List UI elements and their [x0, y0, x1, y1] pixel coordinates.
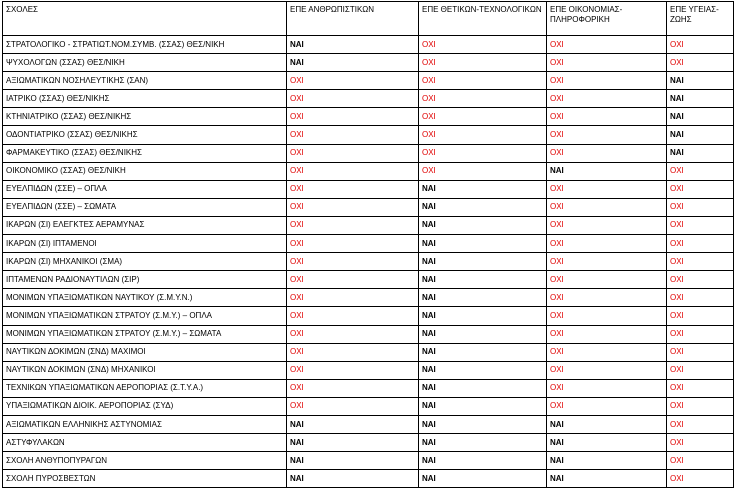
school-name-cell: ΚΤΗΝΙΑΤΡΙΚΟ (ΣΣΑΣ) ΘΕΣ/ΝΙΚΗΣ — [3, 108, 287, 126]
school-name-cell: ΨΥΧΟΛΟΓΩΝ (ΣΣΑΣ) ΘΕΣ/ΝΙΚΗ — [3, 54, 287, 72]
eligibility-cell: ΟΧΙ — [419, 54, 547, 72]
table-row — [3, 434, 734, 452]
eligibility-cell: ΟΧΙ — [667, 415, 734, 433]
eligibility-cell: ΟΧΙ — [287, 361, 419, 379]
school-name-cell: ΙΑΤΡΙΚΟ (ΣΣΑΣ) ΘΕΣ/ΝΙΚΗΣ — [3, 90, 287, 108]
eligibility-cell: ΟΧΙ — [547, 271, 667, 289]
eligibility-cell: ΝΑΙ — [287, 452, 419, 470]
header-schools: ΣΧΟΛΕΣ — [3, 2, 287, 36]
eligibility-cell: ΟΧΙ — [667, 54, 734, 72]
eligibility-cell: ΟΧΙ — [419, 36, 547, 54]
school-name-cell: ΝΑΥΤΙΚΩΝ ΔΟΚΙΜΩΝ (ΣΝΔ) ΜΑΧΙΜΟΙ — [3, 343, 287, 361]
eligibility-cell: ΟΧΙ — [287, 162, 419, 180]
eligibility-cell: ΝΑΙ — [419, 198, 547, 216]
eligibility-cell: ΟΧΙ — [547, 54, 667, 72]
school-name-cell: ΜΟΝΙΜΩΝ ΥΠΑΞΙΩΜΑΤΙΚΩΝ ΣΤΡΑΤΟΥ (Σ.Μ.Υ.) – ΣΩΜΑΤΑ — [3, 325, 287, 343]
school-name-cell: ΑΣΤΥΦΥΛΑΚΩΝ — [3, 434, 287, 452]
eligibility-cell: ΟΧΙ — [667, 343, 734, 361]
school-name-cell: ΜΟΝΙΜΩΝ ΥΠΑΞΙΩΜΑΤΙΚΩΝ ΣΤΡΑΤΟΥ (Σ.Μ.Υ.) – ΟΠΛΑ — [3, 307, 287, 325]
eligibility-cell: ΟΧΙ — [547, 72, 667, 90]
eligibility-cell: ΝΑΙ — [547, 470, 667, 488]
eligibility-cell: ΟΧΙ — [667, 379, 734, 397]
eligibility-cell: ΟΧΙ — [287, 144, 419, 162]
table-row — [3, 36, 734, 54]
eligibility-cell: ΟΧΙ — [287, 307, 419, 325]
eligibility-cell: ΟΧΙ — [547, 216, 667, 234]
table-row — [3, 198, 734, 216]
school-name-cell: ΣΧΟΛΗ ΠΥΡΟΣΒΕΣΤΩΝ — [3, 470, 287, 488]
school-name-cell: ΕΥΕΛΠΙΔΩΝ (ΣΣΕ) – ΟΠΛΑ — [3, 180, 287, 198]
eligibility-cell: ΟΧΙ — [667, 289, 734, 307]
table-row — [3, 235, 734, 253]
eligibility-cell: ΝΑΙ — [419, 470, 547, 488]
table-row — [3, 397, 734, 415]
eligibility-cell: ΝΑΙ — [419, 325, 547, 343]
table-row — [3, 379, 734, 397]
eligibility-cell: ΟΧΙ — [287, 379, 419, 397]
eligibility-cell: ΝΑΙ — [547, 415, 667, 433]
eligibility-cell: ΟΧΙ — [287, 198, 419, 216]
school-name-cell: ΤΕΧΝΙΚΩΝ ΥΠΑΞΙΩΜΑΤΙΚΩΝ ΑΕΡΟΠΟΡΙΑΣ (Σ.Τ.Υ.Α.) — [3, 379, 287, 397]
eligibility-cell: ΝΑΙ — [667, 90, 734, 108]
eligibility-cell: ΝΑΙ — [419, 180, 547, 198]
table-row — [3, 216, 734, 234]
eligibility-cell: ΝΑΙ — [667, 72, 734, 90]
table-row — [3, 343, 734, 361]
eligibility-cell: ΝΑΙ — [419, 379, 547, 397]
header-row — [3, 2, 734, 36]
table-row — [3, 361, 734, 379]
eligibility-cell: ΝΑΙ — [419, 343, 547, 361]
eligibility-cell: ΝΑΙ — [547, 452, 667, 470]
header-economics-informatics: ΕΠΕ ΟΙΚΟΝΟΜΙΑΣ-ΠΛΗΡΟΦΟΡΙΚΗ — [547, 2, 667, 36]
eligibility-cell: ΟΧΙ — [419, 162, 547, 180]
eligibility-cell: ΝΑΙ — [419, 235, 547, 253]
table-row — [3, 253, 734, 271]
eligibility-cell: ΟΧΙ — [287, 90, 419, 108]
school-name-cell: ΙΚΑΡΩΝ (ΣΙ) ΙΠΤΑΜΕΝΟΙ — [3, 235, 287, 253]
eligibility-cell: ΝΑΙ — [419, 289, 547, 307]
school-name-cell: ΙΚΑΡΩΝ (ΣΙ) ΜΗΧΑΝΙΚΟΙ (ΣΜΑ) — [3, 253, 287, 271]
eligibility-cell: ΝΑΙ — [547, 434, 667, 452]
eligibility-cell: ΟΧΙ — [667, 253, 734, 271]
eligibility-cell: ΟΧΙ — [667, 307, 734, 325]
eligibility-cell: ΟΧΙ — [287, 289, 419, 307]
table-row — [3, 72, 734, 90]
eligibility-cell: ΟΧΙ — [667, 325, 734, 343]
eligibility-cell: ΟΧΙ — [419, 90, 547, 108]
school-name-cell: ΙΚΑΡΩΝ (ΣΙ) ΕΛΕΓΚΤΕΣ ΑΕΡΑΜΥΝΑΣ — [3, 216, 287, 234]
eligibility-cell: ΟΧΙ — [547, 180, 667, 198]
school-name-cell: ΑΞΙΩΜΑΤΙΚΩΝ ΝΟΣΗΛΕΥΤΙΚΗΣ (ΣΑΝ) — [3, 72, 287, 90]
eligibility-cell: ΟΧΙ — [287, 343, 419, 361]
school-name-cell: ΣΧΟΛΗ ΑΝΘΥΠΟΠΥΡΑΓΩΝ — [3, 452, 287, 470]
eligibility-cell: ΟΧΙ — [667, 271, 734, 289]
eligibility-cell: ΟΧΙ — [287, 325, 419, 343]
school-name-cell: ΟΙΚΟΝΟΜΙΚΟ (ΣΣΑΣ) ΘΕΣ/ΝΙΚΗ — [3, 162, 287, 180]
eligibility-cell: ΟΧΙ — [547, 397, 667, 415]
eligibility-cell: ΟΧΙ — [547, 235, 667, 253]
eligibility-cell: ΟΧΙ — [547, 108, 667, 126]
school-name-cell: ΜΟΝΙΜΩΝ ΥΠΑΞΙΩΜΑΤΙΚΩΝ ΝΑΥΤΙΚΟΥ (Σ.Μ.Υ.Ν.) — [3, 289, 287, 307]
table-body — [3, 36, 734, 488]
eligibility-cell: ΟΧΙ — [287, 216, 419, 234]
school-name-cell: ΙΠΤΑΜΕΝΩΝ ΡΑΔΙΟΝΑΥΤΙΛΩΝ (ΣΙΡ) — [3, 271, 287, 289]
eligibility-cell: ΟΧΙ — [667, 36, 734, 54]
eligibility-cell: ΟΧΙ — [547, 361, 667, 379]
eligibility-cell: ΟΧΙ — [667, 397, 734, 415]
eligibility-cell: ΝΑΙ — [419, 452, 547, 470]
eligibility-cell: ΟΧΙ — [547, 198, 667, 216]
eligibility-cell: ΝΑΙ — [287, 54, 419, 72]
header-humanities: ΕΠΕ ΑΝΘΡΩΠΙΣΤΙΚΩΝ — [287, 2, 419, 36]
school-name-cell: ΦΑΡΜΑΚΕΥΤΙΚΟ (ΣΣΑΣ) ΘΕΣ/ΝΙΚΗΣ — [3, 144, 287, 162]
school-name-cell: ΑΞΙΩΜΑΤΙΚΩΝ ΕΛΛΗΝΙΚΗΣ ΑΣΤΥΝΟΜΙΑΣ — [3, 415, 287, 433]
eligibility-cell: ΟΧΙ — [287, 180, 419, 198]
eligibility-cell: ΟΧΙ — [419, 144, 547, 162]
table-row — [3, 307, 734, 325]
school-name-cell: ΣΤΡΑΤΟΛΟΓΙΚΟ - ΣΤΡΑΤΙΩΤ.ΝΟΜ.ΣΥΜΒ. (ΣΣΑΣ) ΘΕΣ/ΝΙΚΗ — [3, 36, 287, 54]
eligibility-cell: ΝΑΙ — [419, 434, 547, 452]
eligibility-cell: ΟΧΙ — [547, 144, 667, 162]
eligibility-cell: ΟΧΙ — [667, 216, 734, 234]
eligibility-cell: ΟΧΙ — [287, 271, 419, 289]
school-name-cell: ΥΠΑΞΙΩΜΑΤΙΚΩΝ ΔΙΟΙΚ. ΑΕΡΟΠΟΡΙΑΣ (ΣΥΔ) — [3, 397, 287, 415]
table-row — [3, 180, 734, 198]
eligibility-cell: ΟΧΙ — [667, 198, 734, 216]
eligibility-cell: ΝΑΙ — [287, 434, 419, 452]
school-name-cell: ΕΥΕΛΠΙΔΩΝ (ΣΣΕ) – ΣΩΜΑΤΑ — [3, 198, 287, 216]
eligibility-cell: ΟΧΙ — [547, 289, 667, 307]
school-name-cell: ΟΔΟΝΤΙΑΤΡΙΚΟ (ΣΣΑΣ) ΘΕΣ/ΝΙΚΗΣ — [3, 126, 287, 144]
eligibility-cell: ΟΧΙ — [547, 90, 667, 108]
eligibility-cell: ΝΑΙ — [287, 36, 419, 54]
table-row — [3, 470, 734, 488]
table-row — [3, 325, 734, 343]
eligibility-cell: ΟΧΙ — [287, 235, 419, 253]
table-row — [3, 90, 734, 108]
table-row — [3, 289, 734, 307]
eligibility-cell: ΟΧΙ — [547, 36, 667, 54]
eligibility-cell: ΝΑΙ — [287, 415, 419, 433]
eligibility-cell: ΝΑΙ — [419, 307, 547, 325]
table-row — [3, 126, 734, 144]
eligibility-cell: ΟΧΙ — [287, 253, 419, 271]
eligibility-cell: ΟΧΙ — [667, 452, 734, 470]
header-health-life: ΕΠΕ ΥΓΕΙΑΣ-ΖΩΗΣ — [667, 2, 734, 36]
table-row — [3, 162, 734, 180]
table-row — [3, 108, 734, 126]
eligibility-cell: ΝΑΙ — [419, 397, 547, 415]
eligibility-cell: ΝΑΙ — [419, 361, 547, 379]
table-row — [3, 144, 734, 162]
eligibility-cell: ΟΧΙ — [547, 253, 667, 271]
eligibility-cell: ΟΧΙ — [667, 361, 734, 379]
eligibility-cell: ΝΑΙ — [419, 216, 547, 234]
eligibility-cell: ΝΑΙ — [667, 126, 734, 144]
eligibility-cell: ΝΑΙ — [419, 253, 547, 271]
eligibility-cell: ΝΑΙ — [667, 144, 734, 162]
eligibility-cell: ΟΧΙ — [547, 379, 667, 397]
school-name-cell: ΝΑΥΤΙΚΩΝ ΔΟΚΙΜΩΝ (ΣΝΔ) ΜΗΧΑΝΙΚΟΙ — [3, 361, 287, 379]
eligibility-cell: ΟΧΙ — [667, 180, 734, 198]
eligibility-cell: ΟΧΙ — [667, 235, 734, 253]
eligibility-cell: ΝΑΙ — [419, 271, 547, 289]
table-row — [3, 54, 734, 72]
eligibility-cell: ΟΧΙ — [547, 126, 667, 144]
eligibility-cell: ΟΧΙ — [419, 126, 547, 144]
eligibility-cell: ΝΑΙ — [667, 108, 734, 126]
schools-table — [2, 1, 734, 488]
eligibility-cell: ΟΧΙ — [287, 108, 419, 126]
eligibility-cell: ΟΧΙ — [547, 307, 667, 325]
eligibility-cell: ΟΧΙ — [419, 72, 547, 90]
eligibility-cell: ΟΧΙ — [547, 343, 667, 361]
eligibility-cell: ΝΑΙ — [547, 162, 667, 180]
eligibility-cell: ΟΧΙ — [667, 470, 734, 488]
table-row — [3, 415, 734, 433]
eligibility-cell: ΟΧΙ — [287, 126, 419, 144]
eligibility-cell: ΟΧΙ — [667, 162, 734, 180]
header-sciences-technology: ΕΠΕ ΘΕΤΙΚΩΝ-ΤΕΧΝΟΛΟΓΙΚΩΝ — [419, 2, 547, 36]
eligibility-cell: ΟΧΙ — [667, 434, 734, 452]
eligibility-cell: ΝΑΙ — [419, 415, 547, 433]
eligibility-cell: ΟΧΙ — [547, 325, 667, 343]
eligibility-cell: ΝΑΙ — [287, 470, 419, 488]
eligibility-cell: ΟΧΙ — [419, 108, 547, 126]
eligibility-cell: ΟΧΙ — [287, 397, 419, 415]
table-row — [3, 271, 734, 289]
table-row — [3, 452, 734, 470]
eligibility-cell: ΟΧΙ — [287, 72, 419, 90]
